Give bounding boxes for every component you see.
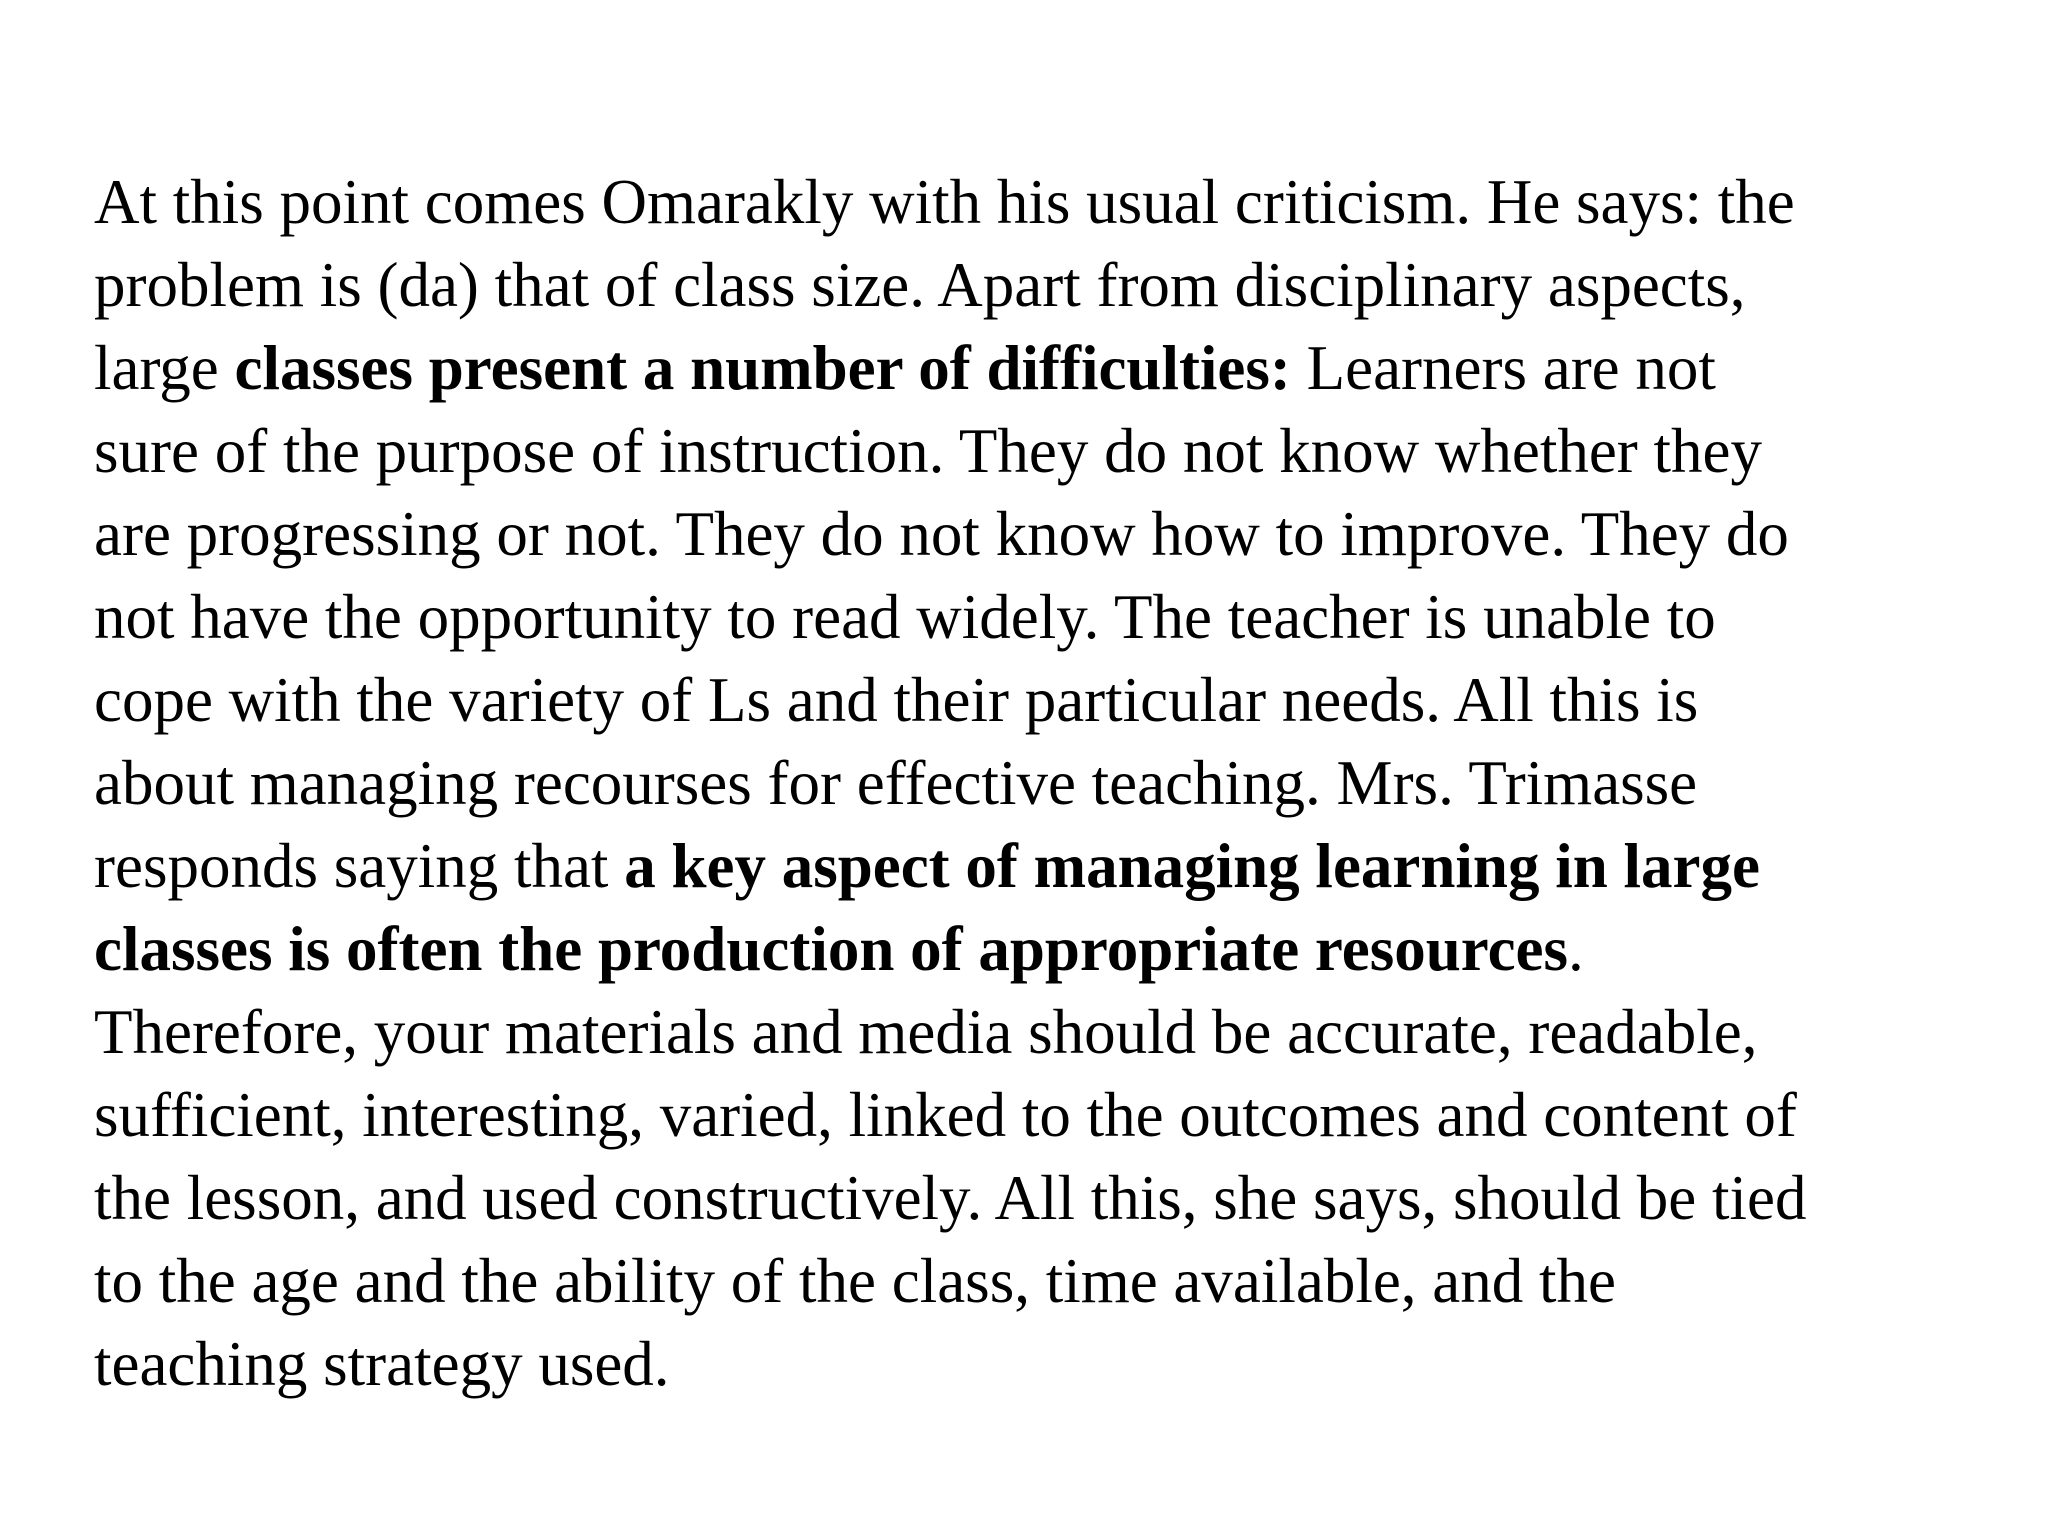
text-run: are progressing or not. They do not know how to improve. They do <box>94 499 1789 569</box>
text-run: sure of the purpose of instruction. They do not know whether they <box>94 416 1762 486</box>
text-line <box>94 244 1984 327</box>
bold-text-run: a key aspect of managing learning in large <box>624 831 1760 901</box>
text-run: Therefore, your materials and media should be accurate, readable, <box>94 997 1758 1067</box>
text-line <box>94 1074 1984 1157</box>
text-line <box>94 161 1984 244</box>
text-line <box>94 742 1984 825</box>
text-run: not have the opportunity to read widely. The teacher is unable to <box>94 582 1716 652</box>
text-run: the lesson, and used constructively. All this, she says, should be tied <box>94 1163 1807 1233</box>
text-line <box>94 991 1984 1074</box>
text-run: sufficient, interesting, varied, linked to the outcomes and content of <box>94 1080 1797 1150</box>
text-line <box>94 825 1984 908</box>
text-line <box>94 576 1984 659</box>
text-run: about managing recourses for effective teaching. Mrs. Trimasse <box>94 748 1698 818</box>
text-line <box>94 1157 1984 1240</box>
text-run: At this point comes Omarakly with his usual criticism. He says: the <box>94 167 1795 237</box>
text-line <box>94 1240 1984 1323</box>
text-line <box>94 659 1984 742</box>
text-run: responds saying that <box>94 831 625 901</box>
text-line <box>94 327 1984 410</box>
text-run: large <box>94 333 235 403</box>
text-line <box>94 493 1984 576</box>
text-run: cope with the variety of Ls and their particular needs. All this is <box>94 665 1699 735</box>
text-run: . <box>1568 914 1584 984</box>
text-line <box>94 908 1984 991</box>
body-paragraph <box>94 161 1984 1406</box>
text-line <box>94 410 1984 493</box>
text-line <box>94 1323 1984 1406</box>
text-run: to the age and the ability of the class, time available, and the <box>94 1246 1616 1316</box>
text-run: problem is (da) that of class size. Apart from disciplinary aspects, <box>94 250 1746 320</box>
text-run: teaching strategy used. <box>94 1329 670 1399</box>
bold-text-run: classes is often the production of appropriate resources <box>94 914 1569 984</box>
text-run: Learners are not <box>1290 333 1716 403</box>
bold-text-run: classes present a number of difficulties: <box>234 333 1291 403</box>
